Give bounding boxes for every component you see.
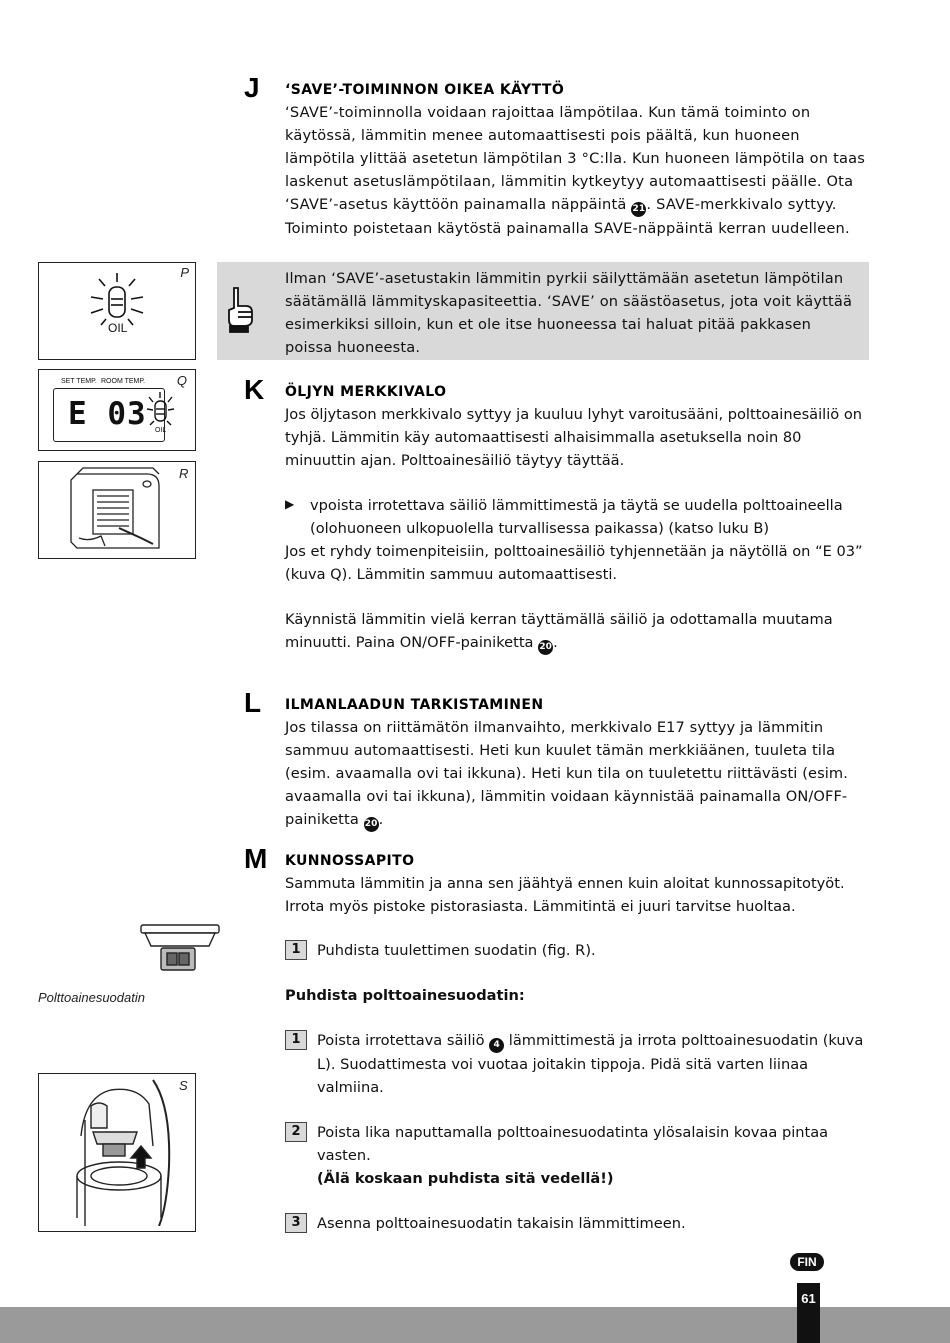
ref-21-icon: 21 xyxy=(631,202,646,217)
fuel-filter-caption: Polttoainesuodatin xyxy=(38,990,145,1005)
section-j-text-1: ‘SAVE’-toiminnolla voidaan rajoittaa lämpötilaa. Kun tämä toiminto on käytössä, lämmitin menee automaattisesti pois päältä, kun huoneen lämpötila ylittää asetetun lämpötilan 3 °C:lla. Kun huoneen lämpötila on taas laskenut asetuslämpötilaan, lämmitin kytkeytyy automaattisesti päälle. Ota ‘SAVE’-asetus käyttöön painamalla näppäintä xyxy=(285,104,866,213)
section-letter-l: L xyxy=(244,687,262,718)
step-1 xyxy=(285,1029,869,1099)
arrow-bullet-icon: ▶ xyxy=(285,497,295,511)
section-l-heading: ILMANLAADUN TARKISTAMINEN xyxy=(285,697,544,713)
oil-indicator-icon xyxy=(79,269,159,349)
oil-text: OIL xyxy=(108,321,128,335)
set-temp-label: SET TEMP. xyxy=(61,378,97,385)
step-number: 1 xyxy=(285,1030,307,1050)
figure-s xyxy=(38,1073,196,1232)
section-m-p1: Sammuta lämmitin ja anna sen jäähtyä ennen kuin aloitat kunnossapitotyöt. Irrota myös pistoke pistorasiasta. Lämmitintä ei juuri tarvitse huoltaa. xyxy=(285,875,845,915)
step-1-text-1: Poista irrotettava säiliö xyxy=(317,1032,490,1049)
ref-4-icon: 4 xyxy=(489,1038,504,1053)
section-j-text-2: . SAVE-merkkivalo syttyy. Toiminto poistetaan käytöstä painamalla SAVE-näppäintä kerran uudelleen. xyxy=(285,196,850,237)
section-k-heading: ÖLJYN MERKKIVALO xyxy=(285,384,447,400)
step-number: 3 xyxy=(285,1213,307,1233)
section-m-heading: KUNNOSSAPITO xyxy=(285,853,415,869)
section-letter-m: M xyxy=(244,843,268,874)
fuel-filter-icon xyxy=(139,922,221,974)
step-number: 1 xyxy=(285,940,307,960)
room-temp-label: ROOM TEMP. xyxy=(101,378,146,385)
oil-warning-text: OIL xyxy=(155,427,167,434)
figure-r xyxy=(38,461,196,559)
step-2 xyxy=(285,1121,869,1190)
note-text: Ilman ‘SAVE’-asetustakin lämmitin pyrkii säilyttämään asetetun lämpötilan säätämällä lämmityskapasiteettia. ‘SAVE’ on säästöasetus, jota voit käyttää esimerkiksi silloin, kun et ole itse huoneessa tai haluat pitää pakkasen poissa huoneesta. xyxy=(285,270,853,356)
fuel-filter-removal-icon xyxy=(41,1076,191,1226)
section-m xyxy=(285,853,869,1235)
error-code-display: E 03 xyxy=(68,396,147,432)
figure-p xyxy=(38,262,196,360)
step-number: 2 xyxy=(285,1122,307,1142)
figure-q-label: Q xyxy=(176,373,187,388)
section-l-text-1: Jos tilassa on riittämätön ilmanvaihto, merkkivalo E17 syttyy ja lämmitin sammuu automaattisesti. Heti kun kuulet tämän merkkiäänen, tuuleta tila (esim. avaamalla ovi tai ikkuna). Heti kun tila on tuuletettu riittävästi (esim. avaamalla ovi tai ikkuna), lämmitin voidaan käynnistää painamalla ON/OFF-painiketta xyxy=(285,719,848,828)
language-badge: FIN xyxy=(790,1253,824,1271)
section-k-p1: Jos öljytason merkkivalo syttyy ja kuuluu lyhyt varoitusääni, polttoainesäiliö on tyhjä. Lämmitin käy automaattisesti alhaisimmalla asetuksella noin 80 minuuttin ajan. Polttoainesäiliö täytyy täyttää. xyxy=(285,406,863,469)
section-k xyxy=(285,384,869,655)
section-j-body xyxy=(285,101,869,240)
section-letter-j: J xyxy=(244,72,260,103)
step-warning: (Älä koskaan puhdista sitä vedellä!) xyxy=(317,1170,614,1187)
section-k-p3-end: . xyxy=(553,634,558,651)
section-k-p3-text: Käynnistä lämmitin vielä kerran täyttämällä säiliö ja odottamalla muutama minuutti. Paina ON/OFF-painiketta xyxy=(285,611,833,651)
section-l-body xyxy=(285,716,869,832)
figure-p-label: P xyxy=(180,265,189,280)
section-j-heading: ‘SAVE’-TOIMINNON OIKEA KÄYTTÖ xyxy=(285,82,565,98)
step-text: Poista lika naputtamalla polttoainesuodatinta ylösalaisin kovaa pintaa vasten. xyxy=(317,1124,829,1164)
figure-r-label: R xyxy=(179,466,189,481)
figure-s-label: S xyxy=(179,1078,188,1093)
page-number: 61 xyxy=(801,1291,816,1306)
ref-20-icon: 20 xyxy=(538,640,553,655)
step-text: Asenna polttoainesuodatin takaisin lämmittimeen. xyxy=(317,1215,686,1232)
step-text xyxy=(317,1029,869,1099)
pointing-hand-icon xyxy=(224,286,256,334)
section-l-text-2: . xyxy=(378,811,384,828)
ref-20-icon: 20 xyxy=(364,817,379,832)
step-fan-filter xyxy=(285,939,869,962)
heater-fan-filter-icon xyxy=(49,464,179,556)
fuel-filter-subheading: Puhdista polttoainesuodatin: xyxy=(285,987,525,1004)
step-3 xyxy=(285,1212,869,1235)
step-1-text-2: lämmittimestä ja irrota polttoainesuodatin (kuva L). Suodattimesta voi vuotaa joitakin tippoja. Pidä sitä varten liinaa valmiina. xyxy=(317,1032,864,1096)
section-k-p3 xyxy=(285,608,869,655)
section-l xyxy=(285,697,869,832)
display-panel xyxy=(53,388,165,442)
step-text: Puhdista tuulettimen suodatin (fig. R). xyxy=(317,942,596,959)
section-j xyxy=(285,82,869,240)
figure-q xyxy=(38,369,196,451)
section-k-bullet: vpoista irrotettava säiliö lämmittimestä ja täytä se uudella polttoaineella (olohuoneen ulkopuolella turvallisessa paikassa) (katso luku B) xyxy=(310,497,843,537)
section-letter-k: K xyxy=(244,374,265,405)
section-k-p2: Jos et ryhdy toimenpiteisiin, polttoainesäiliö tyhjennetään ja näytöllä on “E 03” (kuva Q). Lämmitin sammuu automaattisesti. xyxy=(285,543,863,583)
